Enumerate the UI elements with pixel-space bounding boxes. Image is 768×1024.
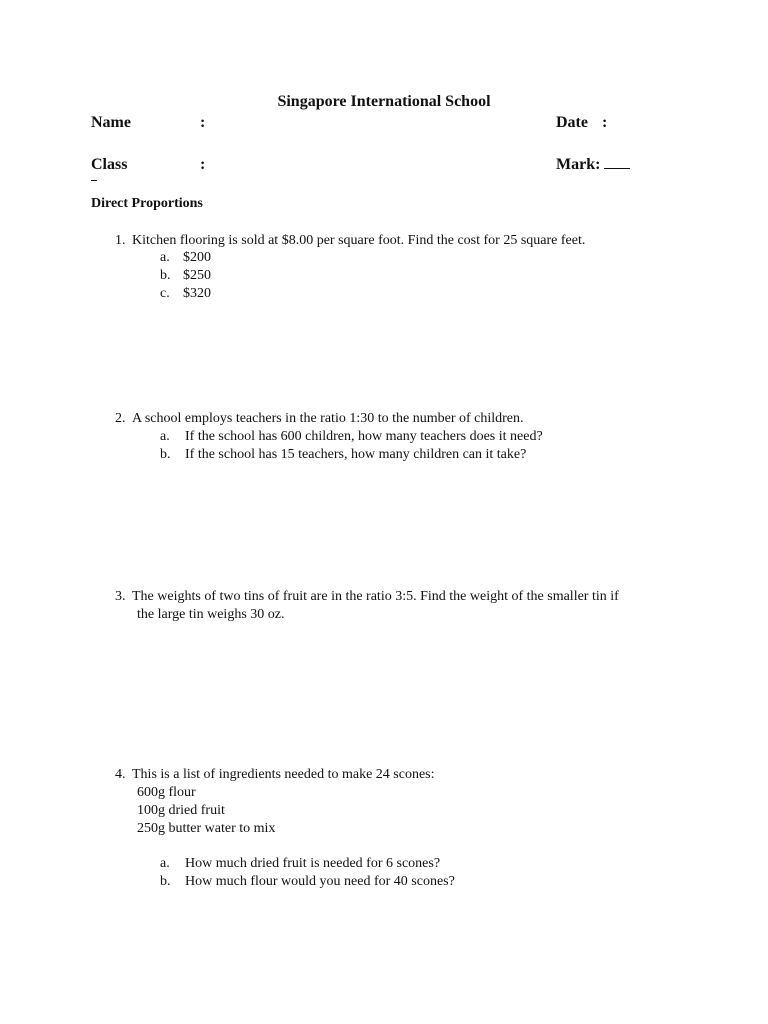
question-4-option-label: b. <box>160 874 171 889</box>
name-label: Name <box>91 114 131 131</box>
mark-field <box>556 156 630 174</box>
question-4-option-text: How much dried fruit is needed for 6 scones? <box>185 856 441 871</box>
mark-blank-line <box>604 156 630 169</box>
question-2-option-label: b. <box>160 447 171 462</box>
ingredient-item: 250g butter water to mix <box>137 821 276 836</box>
question-3-text-line-1: The weights of two tins of fruit are in the ratio 3:5. Find the weight of the smaller tin if <box>132 589 619 604</box>
name-colon: : <box>200 114 206 131</box>
question-4-number: 4. <box>115 767 126 782</box>
section-title: Direct Proportions <box>91 196 203 211</box>
ingredient-item: 600g flour <box>137 785 196 800</box>
question-1-option-label: b. <box>160 268 171 283</box>
question-2-number: 2. <box>115 411 126 426</box>
class-colon: : <box>200 156 206 173</box>
question-3-text-line-2: the large tin weighs 30 oz. <box>137 607 285 622</box>
question-3-number: 3. <box>115 589 126 604</box>
question-4-text: This is a list of ingredients needed to make 24 scones: <box>132 767 435 782</box>
school-title: Singapore International School <box>277 93 491 110</box>
question-1-number: 1. <box>115 233 126 248</box>
question-1-text: Kitchen flooring is sold at $8.00 per square foot. Find the cost for 25 square feet. <box>132 233 586 248</box>
stray-mark <box>91 180 97 181</box>
date-label: Date <box>556 114 588 131</box>
question-4-option-label: a. <box>160 856 170 871</box>
question-2-option-text: If the school has 15 teachers, how many children can it take? <box>185 447 527 462</box>
question-2-option-text: If the school has 600 children, how many teachers does it need? <box>185 429 543 444</box>
question-2-option-label: a. <box>160 429 170 444</box>
mark-label: Mark: <box>556 156 601 173</box>
ingredient-item: 100g dried fruit <box>137 803 225 818</box>
question-1-option-text: $320 <box>183 286 211 301</box>
question-1-option-label: a. <box>160 250 170 265</box>
question-4-option-text: How much flour would you need for 40 scones? <box>185 874 455 889</box>
question-2-text: A school employs teachers in the ratio 1:30 to the number of children. <box>132 411 524 426</box>
question-1-option-label: c. <box>160 286 170 301</box>
date-colon: : <box>602 114 608 131</box>
question-1-option-text: $250 <box>183 268 211 283</box>
class-label: Class <box>91 156 128 173</box>
question-1-option-text: $200 <box>183 250 211 265</box>
